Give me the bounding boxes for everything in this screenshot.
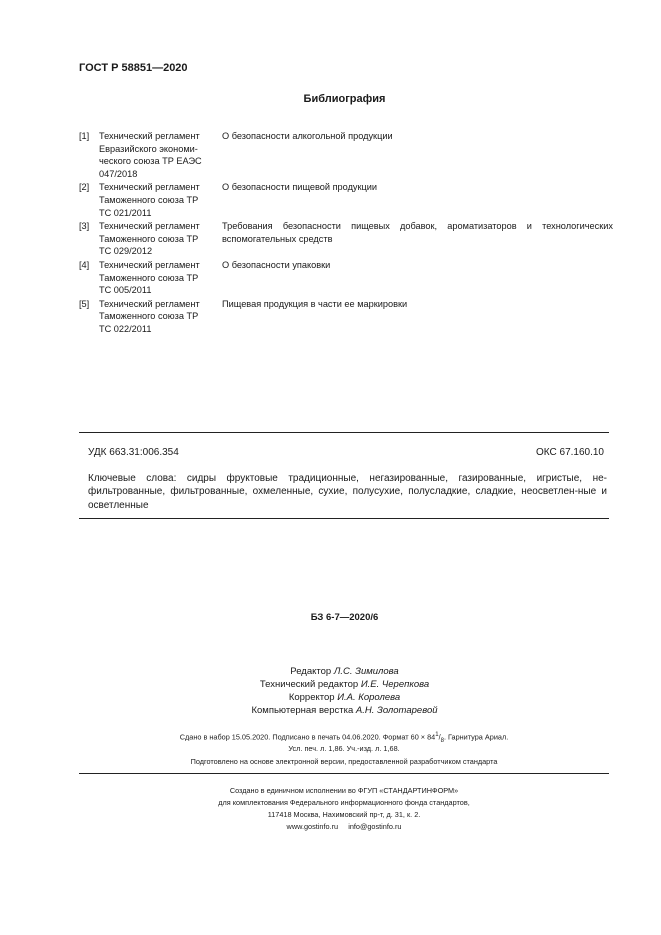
staff-role: Редактор: [290, 666, 332, 677]
entry-number: [3]: [79, 221, 90, 232]
entry-title: О безопасности упаковки: [222, 259, 331, 270]
print-sheets: Усл. печ. л. 1,86. Уч.-изд. л. 1,68.: [288, 744, 400, 753]
staff-line: [28, 665, 661, 678]
entry-source: Технический регламент Таможенного союза ТР ТС 005/2011: [99, 259, 200, 296]
entry-number: [1]: [79, 131, 90, 141]
keywords: Ключевые слова: сидры фруктовые традиционные, негазированные, газированные, игристые, не-фильтрованные, фильтрованные, охмеленные, сухие, полусухие, полусладкие, сладкие, неосветлен-ные и осветленные: [88, 473, 607, 511]
bibliography-list: [79, 130, 619, 337]
prepared-note: Подготовлено на основе электронной версии, предоставленной разработчиком стандарта: [190, 757, 498, 766]
divider-bottom: [79, 773, 609, 774]
bibliography-entry: [79, 130, 619, 180]
divider-keywords: [79, 518, 609, 519]
staff-role: Технический редактор: [259, 679, 359, 690]
entry-source: Технический регламент Таможенного союза ТР ТС 029/2012: [99, 221, 200, 257]
staff-line: [28, 704, 661, 717]
entry-source: Технический регламент Таможенного союза ТР ТС 022/2011: [99, 298, 200, 334]
email-link[interactable]: info@gostinfo.ru: [348, 822, 402, 831]
bibliography-title: Библиография: [303, 93, 386, 105]
entry-source: Технический регламент Евразийского экономи- ческого союза ТР ЕАЭС 047/2018: [99, 131, 202, 179]
staff-name: Л.С. Зимилова: [333, 666, 399, 677]
purpose-note: для комплектования Федерального информационного фонда стандартов,: [218, 798, 470, 807]
udk-code: УДК 663.31:006.354: [88, 447, 179, 458]
entry-number: [5]: [79, 298, 90, 309]
staff-role: Корректор: [288, 692, 335, 703]
staff-name: А.Н. Золотаревой: [355, 705, 438, 716]
staff-role: Компьютерная верстка: [251, 705, 354, 716]
entry-source: Технический регламент Таможенного союза ТР ТС 021/2011: [99, 182, 200, 218]
entry-title: Требования безопасности пищевых добавок, ароматизаторов и технологических вспомогательных средств: [222, 221, 613, 244]
bz-number: БЗ 6-7—2020/6: [310, 612, 379, 623]
created-note: Создано в единичном исполнении во ФГУП «СТАНДАРТИНФОРМ»: [229, 786, 459, 795]
bibliography-entry: [79, 220, 619, 258]
entry-title: Пищевая продукция в части ее маркировки: [222, 298, 408, 309]
website-link[interactable]: www.gostinfo.ru: [286, 822, 339, 831]
font-text: . Гарнитура Ариал.: [443, 732, 509, 742]
bibliography-entry: [79, 181, 619, 219]
entry-number: [4]: [79, 259, 90, 270]
staff-line: [28, 691, 661, 704]
bibliography-entry: [79, 298, 619, 336]
address: 117418 Москва, Нахимовский пр-т, д. 31, к. 2.: [267, 810, 421, 819]
staff-name: И.А. Королева: [337, 692, 401, 703]
dates-text: Сдано в набор 15.05.2020. Подписано в печать 04.06.2020. Формат 60 × 84: [179, 732, 436, 742]
standard-id: ГОСТ Р 58851—2020: [79, 62, 188, 74]
divider-top: [79, 432, 609, 433]
contacts: [79, 820, 609, 833]
staff-line: [28, 678, 661, 691]
format-subscript: 8: [440, 737, 444, 744]
entry-title: О безопасности пищевой продукции: [222, 182, 378, 193]
entry-title: О безопасности алкогольной продукции: [222, 131, 393, 141]
oks-code: ОКС 67.160.10: [536, 447, 604, 458]
format-superscript: 1: [435, 732, 439, 738]
staff-list: [0, 665, 661, 717]
bibliography-entry: [79, 259, 619, 297]
publication-dates: Сдано в набор 15.05.2020. Подписано в печать 04.06.2020. Формат $60 \times 84^1/_8$. Гарнитура Ариал.: [179, 732, 509, 744]
entry-number: [2]: [79, 182, 90, 193]
staff-name: И.Е. Черепкова: [360, 679, 430, 690]
